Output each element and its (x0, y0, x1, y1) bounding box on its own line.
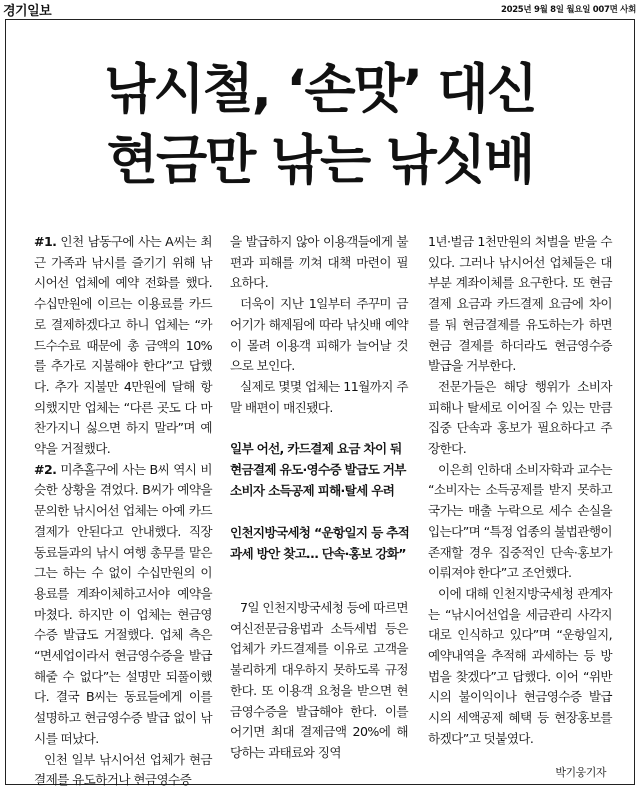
issue-date: 2025년 9월 8일 월요일 007면 사회 (500, 5, 636, 15)
paragraph-1-text: 인천 남동구에 사는 A씨는 최근 가족과 낚시를 즐기기 위해 낚시어선 업체에 예약 전화를 했다. 수십만원에 이르는 이용료를 카드로 결제하겠다고 하니 업체는 “카드수수료 때문에 총 금액의 10%를 추가로 지불해야 한다”고 답했다. 추가 지불만 4만원에 달해 항의했지만 업체는 “다른 곳도 다 마찬가지니 싫으면 하지 말라”며 예약을 거절했다. (34, 234, 212, 457)
paragraph-10: 이은희 인하대 소비자학과 교수는 “소비자는 소득공제를 받지 못하고 국가는 매출 누락으로 세수 손실을 입는다”며 “특정 업종의 불법관행이 존재할 경우 집중적인 단속·홍보가 이뤄져야 한다”고 조언했다. (428, 461, 612, 581)
paragraph-11: 이에 대해 인천지방국세청 관계자는 “낚시어선업을 세금관리 사각지대로 인식하고 있다”며 “운항일지, 예약내역을 추적해 과세하는 등 방법을 찾겠다”고 답했다. 이어 “위반 시의 불이익이나 현금영수증 발급 시의 세액공제 혜택 등 현장홍보를 하겠다”고 덧붙였다. (428, 585, 612, 746)
column-2-lower (230, 598, 408, 764)
headline-line1: 낚시철, ‘손맛’ 대신 (104, 59, 536, 120)
headline-line2: 현금만 낚는 낚싯배 (106, 130, 534, 191)
paragraph-8: 1년·벌금 1천만원의 처벌을 받을 수 있다. 그러나 낚시어선 업체들은 대부분 계좌이체를 요구한다. 또 현금결제 요금과 카드결제 요금에 차이를 둬 현금결제를 유도하는가 하면 현금 결제를 하더라도 현금영수증 발급을 거부한다. (428, 234, 612, 374)
paragraph-4: 을 발급하지 않아 이용객들에게 불편과 피해를 끼쳐 대책 마련이 필요하다. (230, 234, 408, 291)
byline: 박기웅기자 (555, 766, 606, 779)
case-label-2: #2. (34, 461, 57, 477)
subheading-1: 일부 어선, 카드결제 요금 차이 둬 현금결제 유도·영수증 발급도 거부 소비자 소득공제 피해·탈세 우려 (230, 441, 406, 498)
paragraph-6: 실제로 몇몇 업체는 11월까지 주말 배편이 매진됐다. (230, 378, 408, 415)
paragraph-9: 전문가들은 해당 행위가 소비자 피해나 탈세로 이어질 수 있는 만큼 집중 단속과 홍보가 필요하다고 주장한다. (428, 378, 612, 457)
paragraph-2-text: 미추홀구에 사는 B씨 역시 비슷한 상황을 겪었다. B씨가 예약을 문의한 낚시어선 업체는 아예 카드결제가 안된다고 안내했다. 직장 동료들과의 낚시 여행 총무를 맡은 그는 하는 수 없이 수십만원의 이용료를 계좌이체하고서야 예약을 마쳤다. 하지만 이 업체는 현금영수증 발급도 거절했다. 업체 측은 “면세업이라서 현금영수증을 발급해줄 수 없다”는 설명만 되풀이했다. 결국 B씨는 동료들에게 이를 설명하고 현금영수증 발급 없이 낚시를 떠났다. (34, 461, 212, 746)
column-1 (34, 232, 212, 791)
paragraph-7: 7일 인천지방국세청 등에 따르면 여신전문금융법과 소득세법 등은 업체가 카드결제를 이유로 고객을 불리하게 대우하지 못하도록 규정한다. 또 이용객 요청을 받으면 현금영수증을 발급해야 한다. 이를 어기면 최대 결제금액 20%에 해당하는 과태료와 징역 (230, 600, 408, 760)
column-3 (428, 232, 612, 750)
newspaper-name: 경기일보 (3, 4, 52, 19)
case-label-1: #1. (34, 234, 57, 249)
column-2 (230, 232, 408, 418)
paragraph-1 (34, 232, 212, 460)
masthead (0, 0, 640, 18)
subheading-2: 인천지방국세청 “운항일지 등 추적 과세 방안 찾고… 단속·홍보 강화” (230, 525, 410, 561)
paragraph-3: 인천 일부 낚시어선 업체가 현금결제를 유도하거나 현금영수증 (34, 751, 212, 788)
paragraph-5: 더욱이 지난 1일부터 주꾸미 금어기가 해제됨에 따라 낚싯배 예약이 몰려 이용객 피해가 늘어날 것으로 보인다. (230, 296, 408, 374)
paragraph-2 (34, 460, 212, 750)
